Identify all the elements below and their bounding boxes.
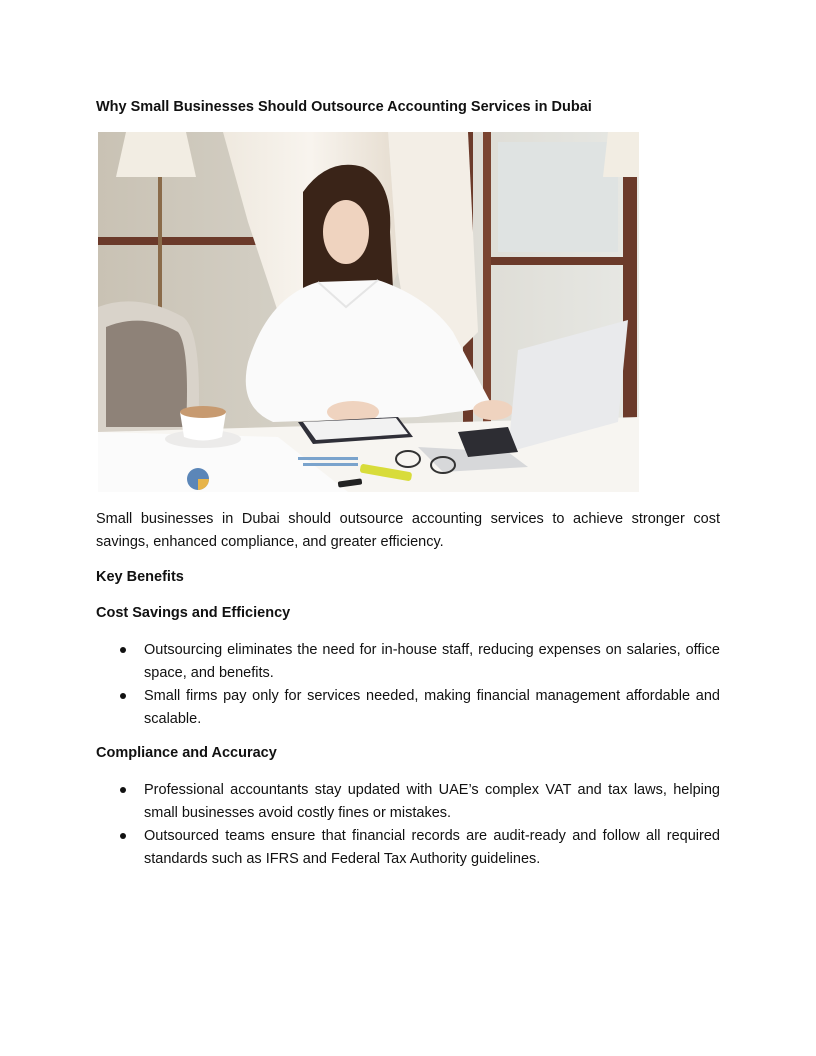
bullet-item bbox=[96, 685, 720, 730]
bullet-icon bbox=[120, 833, 126, 839]
page-title: Why Small Businesses Should Outsource Accounting Services in Dubai bbox=[96, 99, 592, 115]
key-benefits-heading: Key Benefits bbox=[96, 569, 184, 585]
woman-working-on-laptop-photo bbox=[98, 132, 639, 492]
bullet-text: Small firms pay only for services needed, making financial management affordable and scalable. bbox=[144, 688, 720, 727]
bullet-item bbox=[96, 639, 720, 684]
bullet-icon bbox=[120, 787, 126, 793]
section-heading-cost-savings: Cost Savings and Efficiency bbox=[96, 605, 291, 621]
bullet-text: Outsourcing eliminates the need for in-house staff, reducing expenses on salaries, office space, and benefits. bbox=[144, 642, 720, 681]
bullet-item bbox=[96, 825, 720, 870]
section-heading-compliance: Compliance and Accuracy bbox=[96, 745, 277, 761]
intro-paragraph: Small businesses in Dubai should outsource accounting services to achieve stronger cost savings, enhanced compliance, and greater efficiency. bbox=[96, 511, 720, 550]
bullet-icon bbox=[120, 693, 126, 699]
cost-savings-bullet-list bbox=[96, 639, 720, 731]
bullet-icon bbox=[120, 647, 126, 653]
bullet-item bbox=[96, 779, 720, 824]
compliance-bullet-list bbox=[96, 779, 720, 871]
bullet-text: Professional accountants stay updated with UAE’s complex VAT and tax laws, helping small businesses avoid costly fines or mistakes. bbox=[144, 782, 720, 821]
bullet-text: Outsourced teams ensure that financial records are audit-ready and follow all required standards such as IFRS and Federal Tax Authority guidelines. bbox=[144, 828, 720, 867]
